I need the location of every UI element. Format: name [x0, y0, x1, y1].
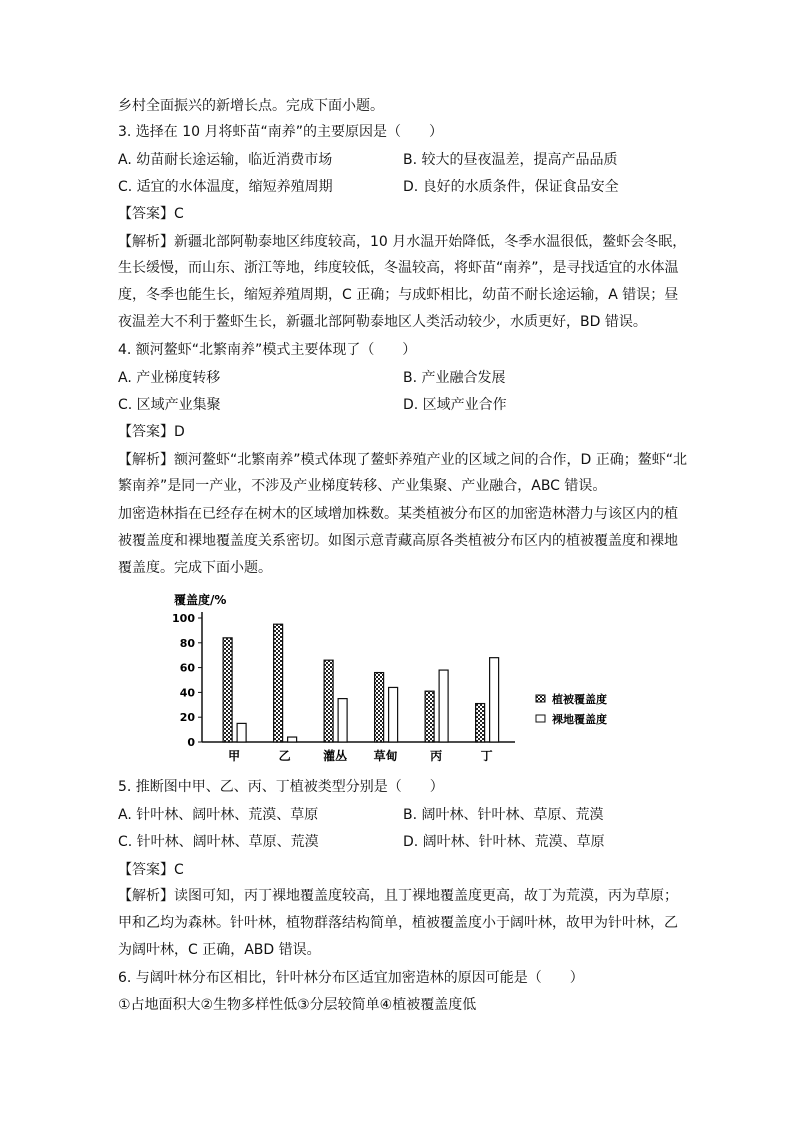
bar-vegetation: [324, 660, 333, 742]
bar-bare-ground: [389, 687, 398, 742]
q3-analysis-1: 【解析】新疆北部阿勒泰地区纬度较高，10 月水温开始降低，冬季水温很低，鳌虾会冬眠，: [118, 234, 687, 250]
bar-bare-ground: [338, 699, 347, 742]
bar-bare-ground: [490, 658, 499, 742]
x-tick-label: 甲: [228, 749, 241, 763]
q5-option-c: C. 针叶林、阔叶林、草原、荒漠: [118, 834, 319, 850]
legend-swatch: [536, 695, 545, 702]
q4-option-a: A. 产业梯度转移: [118, 370, 221, 386]
q5-analysis-1: 【解析】读图可知，丙丁裸地覆盖度较高，且丁裸地覆盖度更高，故丁为荒漠，丙为草原；: [118, 888, 678, 904]
q3-option-b: B. 较大的昼夜温差，提高产品品质: [403, 152, 618, 168]
q3-answer: 【答案】C: [118, 206, 184, 222]
q4-option-b: B. 产业融合发展: [403, 370, 506, 386]
q3-option-a: A. 幼苗耐长途运输，临近消费市场: [118, 152, 333, 168]
y-axis-title: 覆盖度/%: [174, 593, 227, 607]
bar-vegetation: [375, 673, 384, 742]
x-tick-label: 乙: [278, 749, 291, 763]
q3-stem: 3. 选择在 10 月将虾苗“南养”的主要原因是（ ）: [118, 124, 444, 140]
q3-option-c: C. 适宜的水体温度，缩短养殖周期: [118, 179, 333, 195]
material-line-2: 被覆盖度和裸地覆盖度关系密切。如图示意青藏高原各类植被分布区内的植被覆盖度和裸地: [118, 533, 678, 549]
y-tick-label: 60: [179, 661, 195, 675]
q5-option-d: D. 阔叶林、针叶林、荒漠、草原: [403, 834, 605, 850]
bar-bare-ground: [237, 723, 246, 742]
q4-option-c: C. 区域产业集聚: [118, 397, 221, 413]
q4-answer: 【答案】D: [118, 424, 185, 440]
x-tick-label: 灌丛: [323, 749, 348, 763]
q3-analysis-4: 夜温差大不利于鳌虾生长，新疆北部阿勒泰地区人类活动较少，水质更好，BD 错误。: [118, 314, 647, 330]
legend-label: 植被覆盖度: [552, 693, 607, 706]
q3-analysis-3: 度，冬季也能生长，缩短养殖周期，C 正确；与成虾相比，幼苗不耐长途运输，A 错误；昼: [118, 287, 679, 303]
y-tick-label: 80: [179, 636, 195, 650]
y-tick-label: 20: [179, 711, 195, 725]
q3-analysis-2: 生长缓慢，而山东、浙江等地，纬度较低，冬温较高，将虾苗“南养”，是寻找适宜的水体温: [118, 260, 679, 276]
q5-option-b: B. 阔叶林、针叶林、草原、荒漠: [403, 807, 604, 823]
q5-option-a: A. 针叶林、阔叶林、荒漠、草原: [118, 807, 319, 823]
bar-bare-ground: [288, 737, 297, 742]
q5-stem: 5. 推断图中甲、乙、丙、丁植被类型分别是（ ）: [118, 779, 444, 795]
q4-stem: 4. 额河鳌虾“北繁南养”模式主要体现了（ ）: [118, 342, 417, 358]
q3-option-d: D. 良好的水质条件，保证食品安全: [403, 179, 619, 195]
q4-analysis-2: 繁南养”是同一产业，不涉及产业梯度转移、产业集聚、产业融合，ABC 错误。: [118, 478, 607, 494]
bar-bare-ground: [439, 670, 448, 742]
material-line-1: 加密造林指在已经存在树木的区域增加株数。某类植被分布区的加密造林潜力与该区内的植: [118, 506, 678, 522]
q4-analysis-1: 【解析】额河鳌虾“北繁南养”模式体现了鳌虾养殖产业的区域之间的合作，D 正确；鳌虾“北: [118, 452, 687, 468]
legend-label: 裸地覆盖度: [552, 713, 607, 726]
q6-items: ①占地面积大②生物多样性低③分层较简单④植被覆盖度低: [118, 997, 477, 1013]
q6-stem: 6. 与阔叶林分布区相比，针叶林分布区适宜加密造林的原因可能是（ ）: [118, 970, 584, 986]
bar-vegetation: [476, 704, 485, 742]
bar-vegetation: [425, 691, 434, 742]
q5-analysis-2: 甲和乙均为森林。针叶林，植物群落结构简单，植被覆盖度小于阔叶林，故甲为针叶林，乙: [118, 915, 678, 931]
bar-vegetation: [274, 624, 283, 742]
q4-option-d: D. 区域产业合作: [403, 397, 507, 413]
x-tick-label: 丁: [480, 749, 493, 763]
bar-vegetation: [223, 638, 232, 742]
coverage-bar-chart: [170, 590, 630, 770]
legend-swatch: [536, 715, 545, 722]
y-tick-label: 0: [187, 736, 195, 749]
material-line-3: 覆盖度。完成下面小题。: [118, 560, 272, 576]
y-tick-label: 100: [172, 612, 195, 625]
q5-answer: 【答案】C: [118, 862, 184, 878]
intro-line: 乡村全面振兴的新增长点。完成下面小题。: [118, 98, 384, 114]
x-tick-label: 草甸: [373, 749, 398, 763]
y-tick-label: 40: [179, 686, 195, 700]
x-tick-label: 丙: [430, 749, 443, 763]
q5-analysis-3: 为阔叶林，C 正确，ABD 错误。: [118, 942, 321, 958]
